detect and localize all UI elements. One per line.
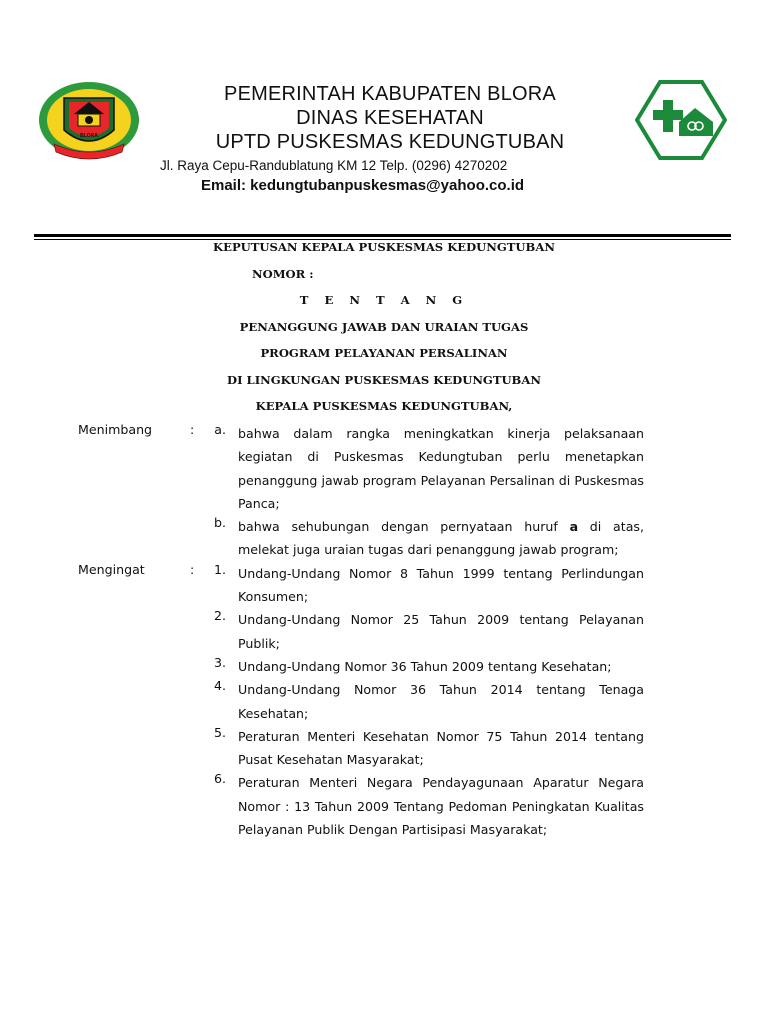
mengingat-item [0,678,768,725]
menimbang-colon: : [190,422,195,437]
mengingat-item-text: Undang-Undang Nomor 8 Tahun 1999 tentang Perlindungan Konsumen; [238,565,644,605]
mengingat-item [0,562,768,609]
emblem-ribbon-text: BLORA [80,133,98,139]
letterhead-government: PEMERINTAH KABUPATEN BLORA [224,83,556,105]
puskesmas-logo-icon [635,80,727,160]
mengingat-label: Mengingat [78,561,145,577]
decree-subject-line-2: PROGRAM PELAYANAN PERSALINAN [260,346,508,360]
letterhead-unit: UPTD PUSKESMAS KEDUNGTUBAN [215,131,565,153]
mengingat-item-number: 3. [213,654,226,670]
mengingat-item-number: 6. [213,771,226,787]
decree-number: NOMOR : [252,266,314,281]
decree-title: KEPUTUSAN KEPALA PUSKESMAS KEDUNGTUBAN [213,240,555,254]
menimbang-item [0,515,768,562]
letterhead-address: Jl. Raya Cepu-Randublatung KM 12 Telp. (0296) 4270202 [160,158,508,173]
mengingat-item-text: Peraturan Menteri Negara Pendayagunaan Aparatur Negara Nomor : 13 Tahun 2009 Tentang Pedoman Peningkatan Kualitas Pelayanan Publik Dengan Partisipasi Masyarakat; [238,775,644,838]
menimbang-item-text-bold: a [569,519,579,535]
menimbang-item-text-pre: bahwa sehubungan dengan pernyataan huruf [238,519,570,535]
decree-title-block [120,240,648,426]
decree-body [0,422,768,841]
mengingat-item-number: 1. [213,561,226,577]
mengingat-item [0,725,768,772]
mengingat-item-text: Undang-Undang Nomor 25 Tahun 2009 tentang Pelayanan Publik; [238,612,644,651]
mengingat-item [0,608,768,655]
letterhead-department: DINAS KESEHATAN [296,107,484,129]
mengingat-item-text: Peraturan Menteri Kesehatan Nomor 75 Tahun 2014 tentang Pusat Kesehatan Masyarakat; [238,728,644,768]
menimbang-item-text-post: di atas, melekat juga uraian tugas dari penanggung jawab program; [238,519,644,558]
decree-about: T E N T A N G [299,293,469,307]
mengingat-item [0,655,768,678]
mengingat-item-text: Undang-Undang Nomor 36 Tahun 2014 tentang Tenaga Kesehatan; [238,682,644,721]
menimbang-item [0,422,768,515]
mengingat-item [0,771,768,841]
mengingat-colon: : [190,561,195,577]
decree-subject-line-1: PENANGGUNG JAWAB DAN URAIAN TUGAS [239,319,529,334]
menimbang-item-text [238,515,644,562]
mengingat-item-number: 4. [213,678,226,694]
decree-subject-line-3: DI LINGKUNGAN PUSKESMAS KEDUNGTUBAN [227,372,541,387]
menimbang-item-number: a. [214,422,226,437]
letterhead [150,82,630,194]
mengingat-item-number: 2. [213,608,226,624]
mengingat-item-text: Undang-Undang Nomor 36 Tahun 2009 tentang Kesehatan; [238,658,612,674]
mengingat-item-number: 5. [213,724,226,740]
menimbang-label: Menimbang [78,422,153,437]
decree-issuer: KEPALA PUSKESMAS KEDUNGTUBAN, [255,399,513,413]
menimbang-item-text: bahwa dalam rangka meningkatkan kinerja pelaksanaan kegiatan di Puskesmas Kedungtuban perlu menetapkan penanggung jawab program Pelayanan Persalinan di Puskesmas Panca; [238,426,644,511]
menimbang-item-number: b. [214,515,226,531]
letterhead-divider [34,234,731,237]
blora-regency-emblem-icon [36,80,142,164]
letterhead-email: Email: kedungtubanpuskesmas@yahoo.co.id [201,177,525,194]
